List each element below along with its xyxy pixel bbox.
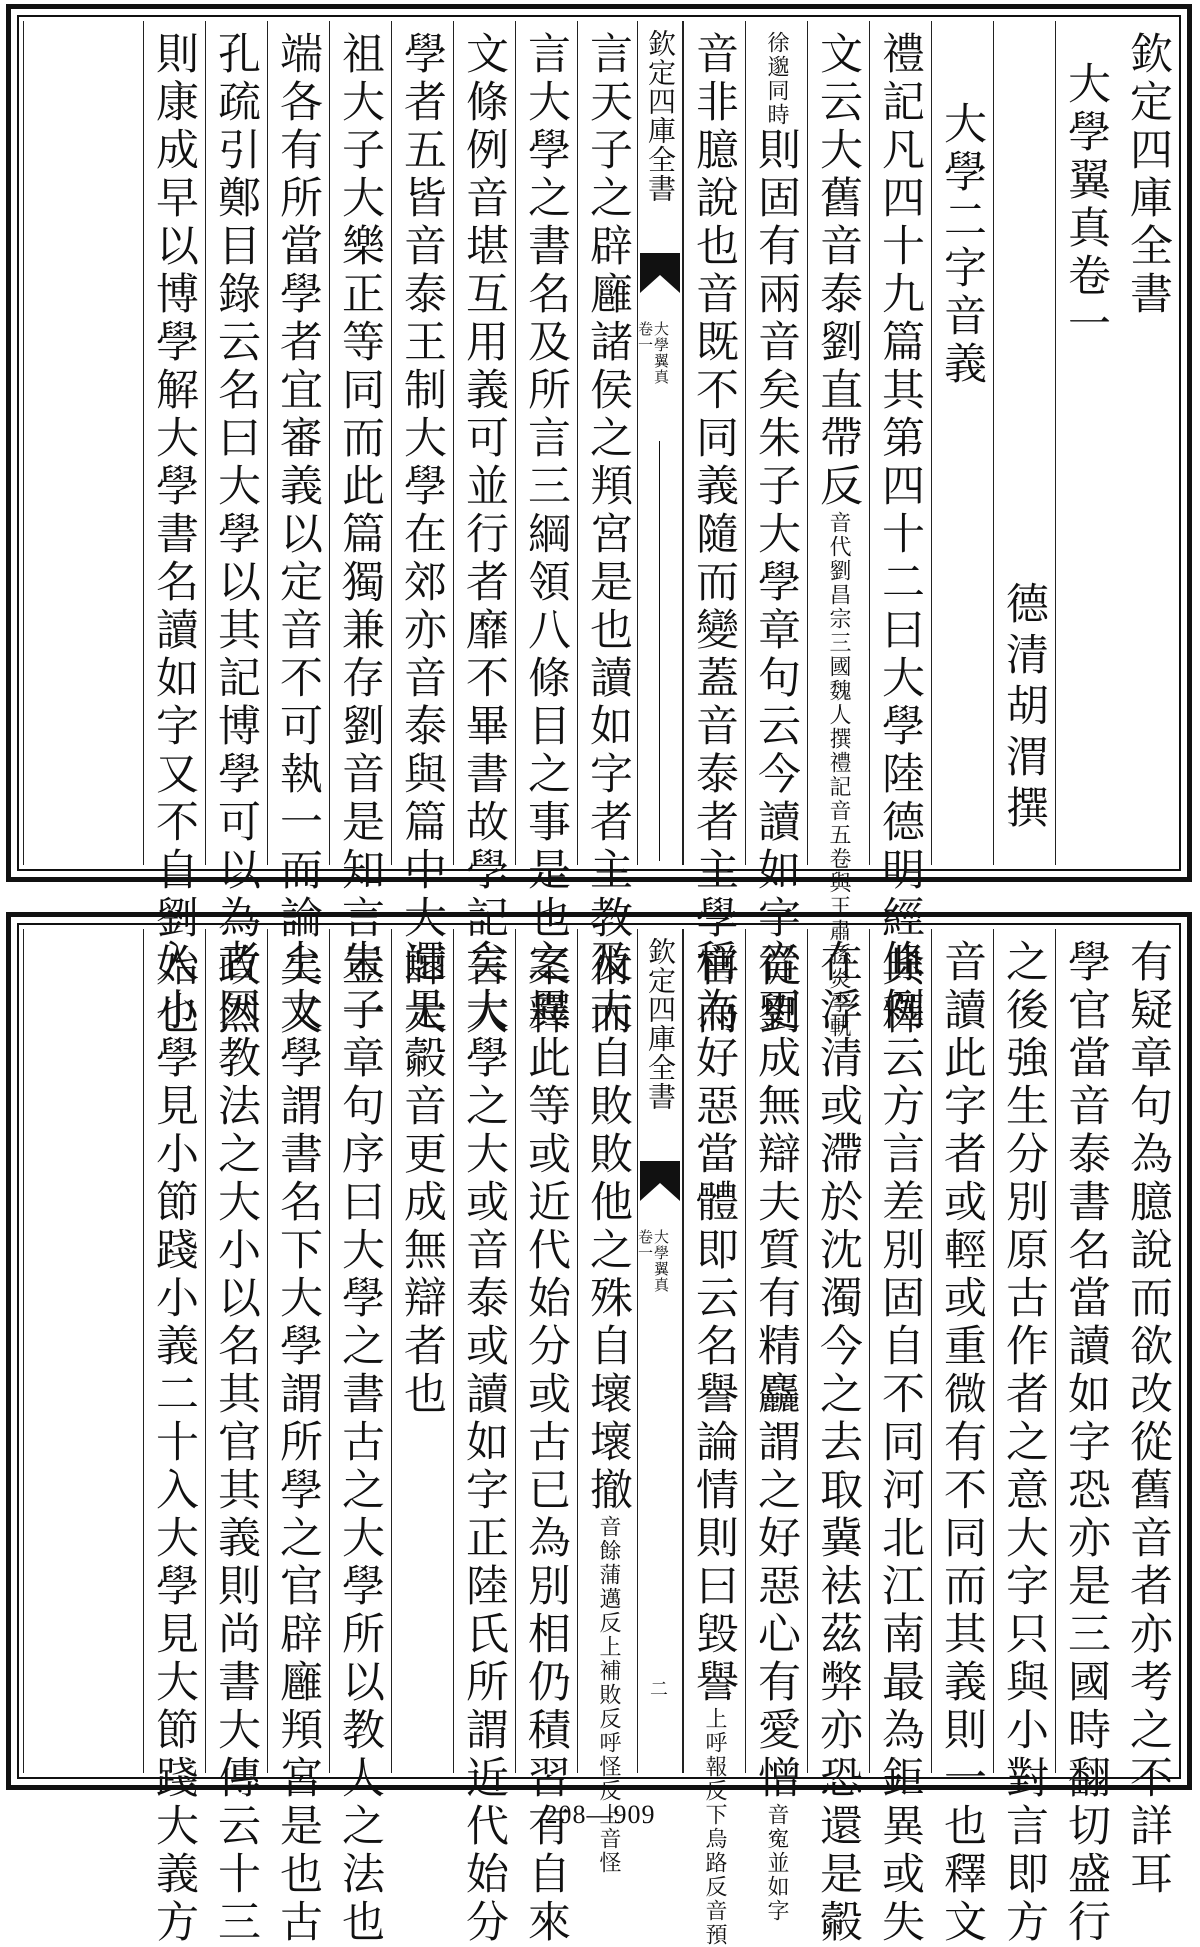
text-line: 言大學之書名及所言三綱領八條目之事是也案釋	[521, 31, 571, 1039]
page-number: 208—909	[544, 1800, 656, 1829]
text-column	[807, 929, 869, 1947]
margin-book-title: 大學翼真	[652, 1229, 670, 1293]
text-column	[515, 21, 577, 1039]
text-column	[453, 929, 515, 1947]
section-title-column	[931, 21, 993, 865]
text-column	[683, 21, 745, 1039]
text-line: 條例云方言差別固自不同河北江南最為鉅異或失	[875, 939, 925, 1947]
text-line: 則固有兩音矣朱子大學章句云今讀如字從劉	[751, 127, 801, 1039]
text-column	[391, 929, 453, 1773]
text-line: 者因教法之大小以名其官其義則尚書大傳云十三	[211, 939, 261, 1947]
text-column	[267, 21, 329, 1039]
margin-juan-number: 卷一	[636, 321, 654, 353]
margin-series-title: 欽定四庫全書	[644, 29, 677, 203]
annotation-note: 上呼報反下烏路反音預	[702, 1707, 727, 1947]
author-line: 德清胡渭撰	[999, 581, 1049, 836]
text-line: 則康成早以博學解大學書名讀如字又不自劉始也	[149, 31, 199, 1039]
text-line: 學官當音泰書名當讀如字恐亦是三國時翻切盛行	[1061, 939, 1111, 1947]
text-column	[993, 929, 1055, 1947]
margin-juan-number: 卷一	[636, 1229, 654, 1261]
text-column	[329, 929, 391, 1947]
section-title: 大學二字音義	[937, 101, 987, 389]
text-column	[1055, 929, 1117, 1947]
text-line: 文云大舊音泰劉直帶反	[813, 31, 863, 511]
top-header-column	[1117, 21, 1179, 865]
margin-series-title: 欽定四庫全書	[644, 937, 677, 1111]
text-line: 及夫自敗敗他之殊自壞壞撤	[583, 939, 633, 1515]
margin-book-title: 大學翼真	[652, 321, 670, 385]
annotation-note: 徐邈同時	[764, 31, 789, 127]
collection-header: 欽定四庫全書	[1123, 31, 1173, 319]
text-line: 之異此等或近代始分或古已為別相仍積習有自來	[521, 939, 571, 1947]
text-column	[391, 21, 453, 1039]
fish-tail-mark-icon	[640, 1161, 680, 1213]
annotation-note: 音代劉昌宗三國魏人撰禮記音五卷與王肅孫炎李軌	[826, 511, 851, 1039]
text-column	[1117, 929, 1179, 1899]
volume-title-column	[1055, 21, 1117, 865]
center-margin-band	[637, 929, 683, 1773]
margin-leaf-number: 二	[647, 1679, 668, 1698]
text-column	[143, 929, 205, 1947]
text-line: 朱子章句序曰大學之書古之大學所以教人之法也	[335, 939, 385, 1947]
annotation-note: 音寃並如字	[764, 1803, 789, 1923]
text-line: 言天子之辟廱諸侯之頖宮是也讀如字者主教術而	[583, 31, 633, 1039]
text-column	[205, 21, 267, 1039]
text-column	[515, 929, 577, 1947]
text-column	[869, 929, 931, 1947]
text-column	[205, 929, 267, 1947]
text-column	[931, 929, 993, 1947]
top-page-frame	[6, 4, 1192, 1039]
text-line: 在浮清或滯於沈濁今之去取冀袪茲弊亦恐還是㲉	[813, 939, 863, 1947]
text-line: 學者五皆音泰王制大學在郊亦音泰與篇中大師大	[397, 31, 447, 1039]
text-line: 音讀此字者或輕或重微有不同而其義則一也釋文	[937, 939, 987, 1947]
text-column	[745, 929, 807, 1923]
text-line: 音非臆說也音既不同義隨而變蓋音泰者主學官而	[689, 31, 739, 1039]
center-margin-band	[637, 21, 683, 865]
author-column	[993, 21, 1055, 865]
text-column	[453, 21, 515, 1039]
blank-column	[23, 21, 143, 865]
blank-column	[23, 929, 143, 1773]
text-line: 稱為好惡當體即云名譽論情則曰毀譽	[689, 939, 739, 1707]
fish-tail-mark-icon	[640, 253, 680, 305]
text-line: 孔疏引鄭目錄云名曰大學以其記博學可以為政然	[211, 31, 261, 1039]
text-column	[143, 21, 205, 1039]
text-line: 禮記凡四十九篇其第四十二曰大學陸德明經典釋	[875, 31, 925, 1039]
margin-rule	[659, 441, 660, 861]
text-line: 音更成無辯夫質有精麤謂之好惡心有愛憎	[751, 939, 801, 1803]
annotation-note: 音餘蒲邁反上補敗反呼怪反上音怪	[596, 1515, 621, 1875]
text-line: 端各有所當學者宜審義以定音不可執一而論矣又	[273, 31, 323, 1039]
text-column	[267, 929, 329, 1947]
text-column	[807, 21, 869, 1039]
text-line: 入小學見小節踐小義二十入大學見大節踐大義方	[149, 939, 199, 1947]
text-line: 矣大學之大或音泰或讀如字正陸氏所謂近代始分	[459, 939, 509, 1947]
text-column	[745, 21, 807, 1039]
text-column	[577, 21, 639, 1039]
text-line: 祖大子大樂正等同而此篇獨兼存劉音是知言豈一	[335, 31, 385, 1039]
text-line: 還是㲉音更成無辯者也	[397, 939, 447, 1419]
volume-title: 大學翼真卷一	[1061, 61, 1111, 349]
text-line: 之後強生分別原古作者之意大字只與小對言即方	[999, 939, 1049, 1947]
text-column	[329, 21, 391, 1039]
text-line: 有疑章句為臆說而欲改從舊音者亦考之不詳耳	[1123, 939, 1173, 1899]
text-line: 上大學謂書名下大學謂所學之官辟廱頖宮是也古	[273, 939, 323, 1947]
top-page-inner-frame	[17, 15, 1181, 1039]
text-column	[869, 21, 931, 1039]
text-line: 文條例音堪互用義可並行者靡不畢書故學記言大	[459, 31, 509, 1039]
text-column	[683, 929, 745, 1947]
